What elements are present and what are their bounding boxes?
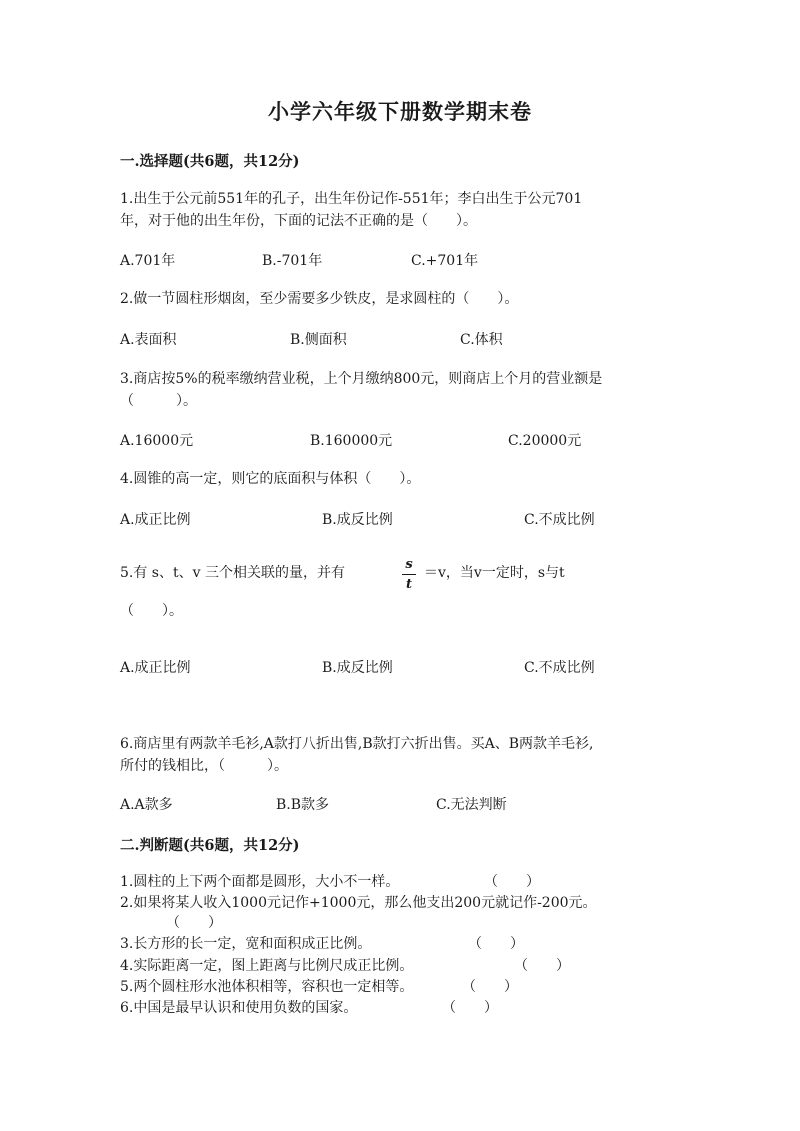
question-1-line-1: 1.出生于公元前551年的孔子，出生年份记作-551年；李白出生于公元701 xyxy=(120,191,583,207)
question-6-option-c[interactable]: C.无法判断 xyxy=(436,797,507,813)
question-3-option-a[interactable]: A.16000元 xyxy=(120,433,194,449)
judge-item-3-text: 3.长方形的长一定，宽和面积成正比例。 xyxy=(120,936,372,952)
exam-title: 小学六年级下册数学期末卷 xyxy=(268,99,532,124)
judge-item-3-answer-blank[interactable]: （ ） xyxy=(468,936,524,952)
fraction-numerator: s xyxy=(405,557,413,572)
question-3-option-c[interactable]: C.20000元 xyxy=(508,433,582,449)
question-6-line-2: 所付的钱相比，（ ）。 xyxy=(120,758,288,774)
question-1-option-a[interactable]: A.701年 xyxy=(120,253,176,269)
question-3-line-2: （ ）。 xyxy=(120,393,197,409)
question-3-line-1: 3.商店按5%的税率缴纳营业税，上个月缴纳800元，则商店上个月的营业额是 xyxy=(120,371,603,387)
judge-item-5-text: 5.两个圆柱形水池体积相等，容积也一定相等。 xyxy=(120,979,414,995)
judge-item-6-text: 6.中国是最早认识和使用负数的国家。 xyxy=(120,1000,358,1016)
question-2-option-c[interactable]: C.体积 xyxy=(460,332,503,348)
question-6-option-b[interactable]: B.B款多 xyxy=(276,797,330,813)
fraction-bar xyxy=(402,574,416,575)
question-1-line-2: 年，对于他的出生年份，下面的记法不正确的是（ ）。 xyxy=(120,213,477,229)
question-1-option-b[interactable]: B.-701年 xyxy=(262,253,323,269)
section-heading-choice: 一.选择题(共6题，共12分) xyxy=(120,153,300,170)
question-5-option-a[interactable]: A.成正比例 xyxy=(120,660,191,676)
question-6-option-a[interactable]: A.A款多 xyxy=(120,797,173,813)
question-4-option-c[interactable]: C.不成比例 xyxy=(524,512,595,528)
judge-item-1-text: 1.圆柱的上下两个面都是圆形，大小不一样。 xyxy=(120,874,400,890)
question-6-line-1: 6.商店里有两款羊毛衫,A款打八折出售,B款打六折出售。买A、B两款羊毛衫, xyxy=(120,736,594,752)
question-5-text-before-fraction: 5.有 s、t、v 三个相关联的量，并有 xyxy=(120,565,345,581)
fraction-s-over-t xyxy=(402,558,416,591)
judge-item-2-text: 2.如果将某人收入1000元记作+1000元，那么他支出200元就记作-200元。 xyxy=(120,895,597,911)
question-5-option-c[interactable]: C.不成比例 xyxy=(524,660,595,676)
question-1-option-c[interactable]: C.+701年 xyxy=(411,253,479,269)
question-2-line-1: 2.做一节圆柱形烟囱，至少需要多少铁皮，是求圆柱的（ ）。 xyxy=(120,291,519,307)
question-2-option-a[interactable]: A.表面积 xyxy=(120,332,177,348)
question-4-line-1: 4.圆锥的高一定，则它的底面积与体积（ ）。 xyxy=(120,471,421,487)
section-heading-judgement: 二.判断题(共6题，共12分) xyxy=(120,837,300,854)
judge-item-6-answer-blank[interactable]: （ ） xyxy=(442,1000,498,1016)
judge-item-2-answer-blank[interactable]: （ ） xyxy=(166,915,222,931)
judge-item-5-answer-blank[interactable]: （ ） xyxy=(462,979,518,995)
question-5-option-b[interactable]: B.成反比例 xyxy=(322,660,393,676)
fraction-denominator: t xyxy=(405,577,412,592)
question-4-option-a[interactable]: A.成正比例 xyxy=(120,512,191,528)
judge-item-4-answer-blank[interactable]: （ ） xyxy=(514,958,570,974)
question-5-text-after-fraction: ＝v，当v一定时，s与t xyxy=(424,565,565,581)
question-5-line-2: （ ）。 xyxy=(120,603,183,619)
question-4-option-b[interactable]: B.成反比例 xyxy=(322,512,393,528)
question-3-option-b[interactable]: B.160000元 xyxy=(310,433,393,449)
judge-item-1-answer-blank[interactable]: （ ） xyxy=(484,874,540,890)
question-2-option-b[interactable]: B.侧面积 xyxy=(290,332,347,348)
judge-item-4-text: 4.实际距离一定，图上距离与比例尺成正比例。 xyxy=(120,958,414,974)
